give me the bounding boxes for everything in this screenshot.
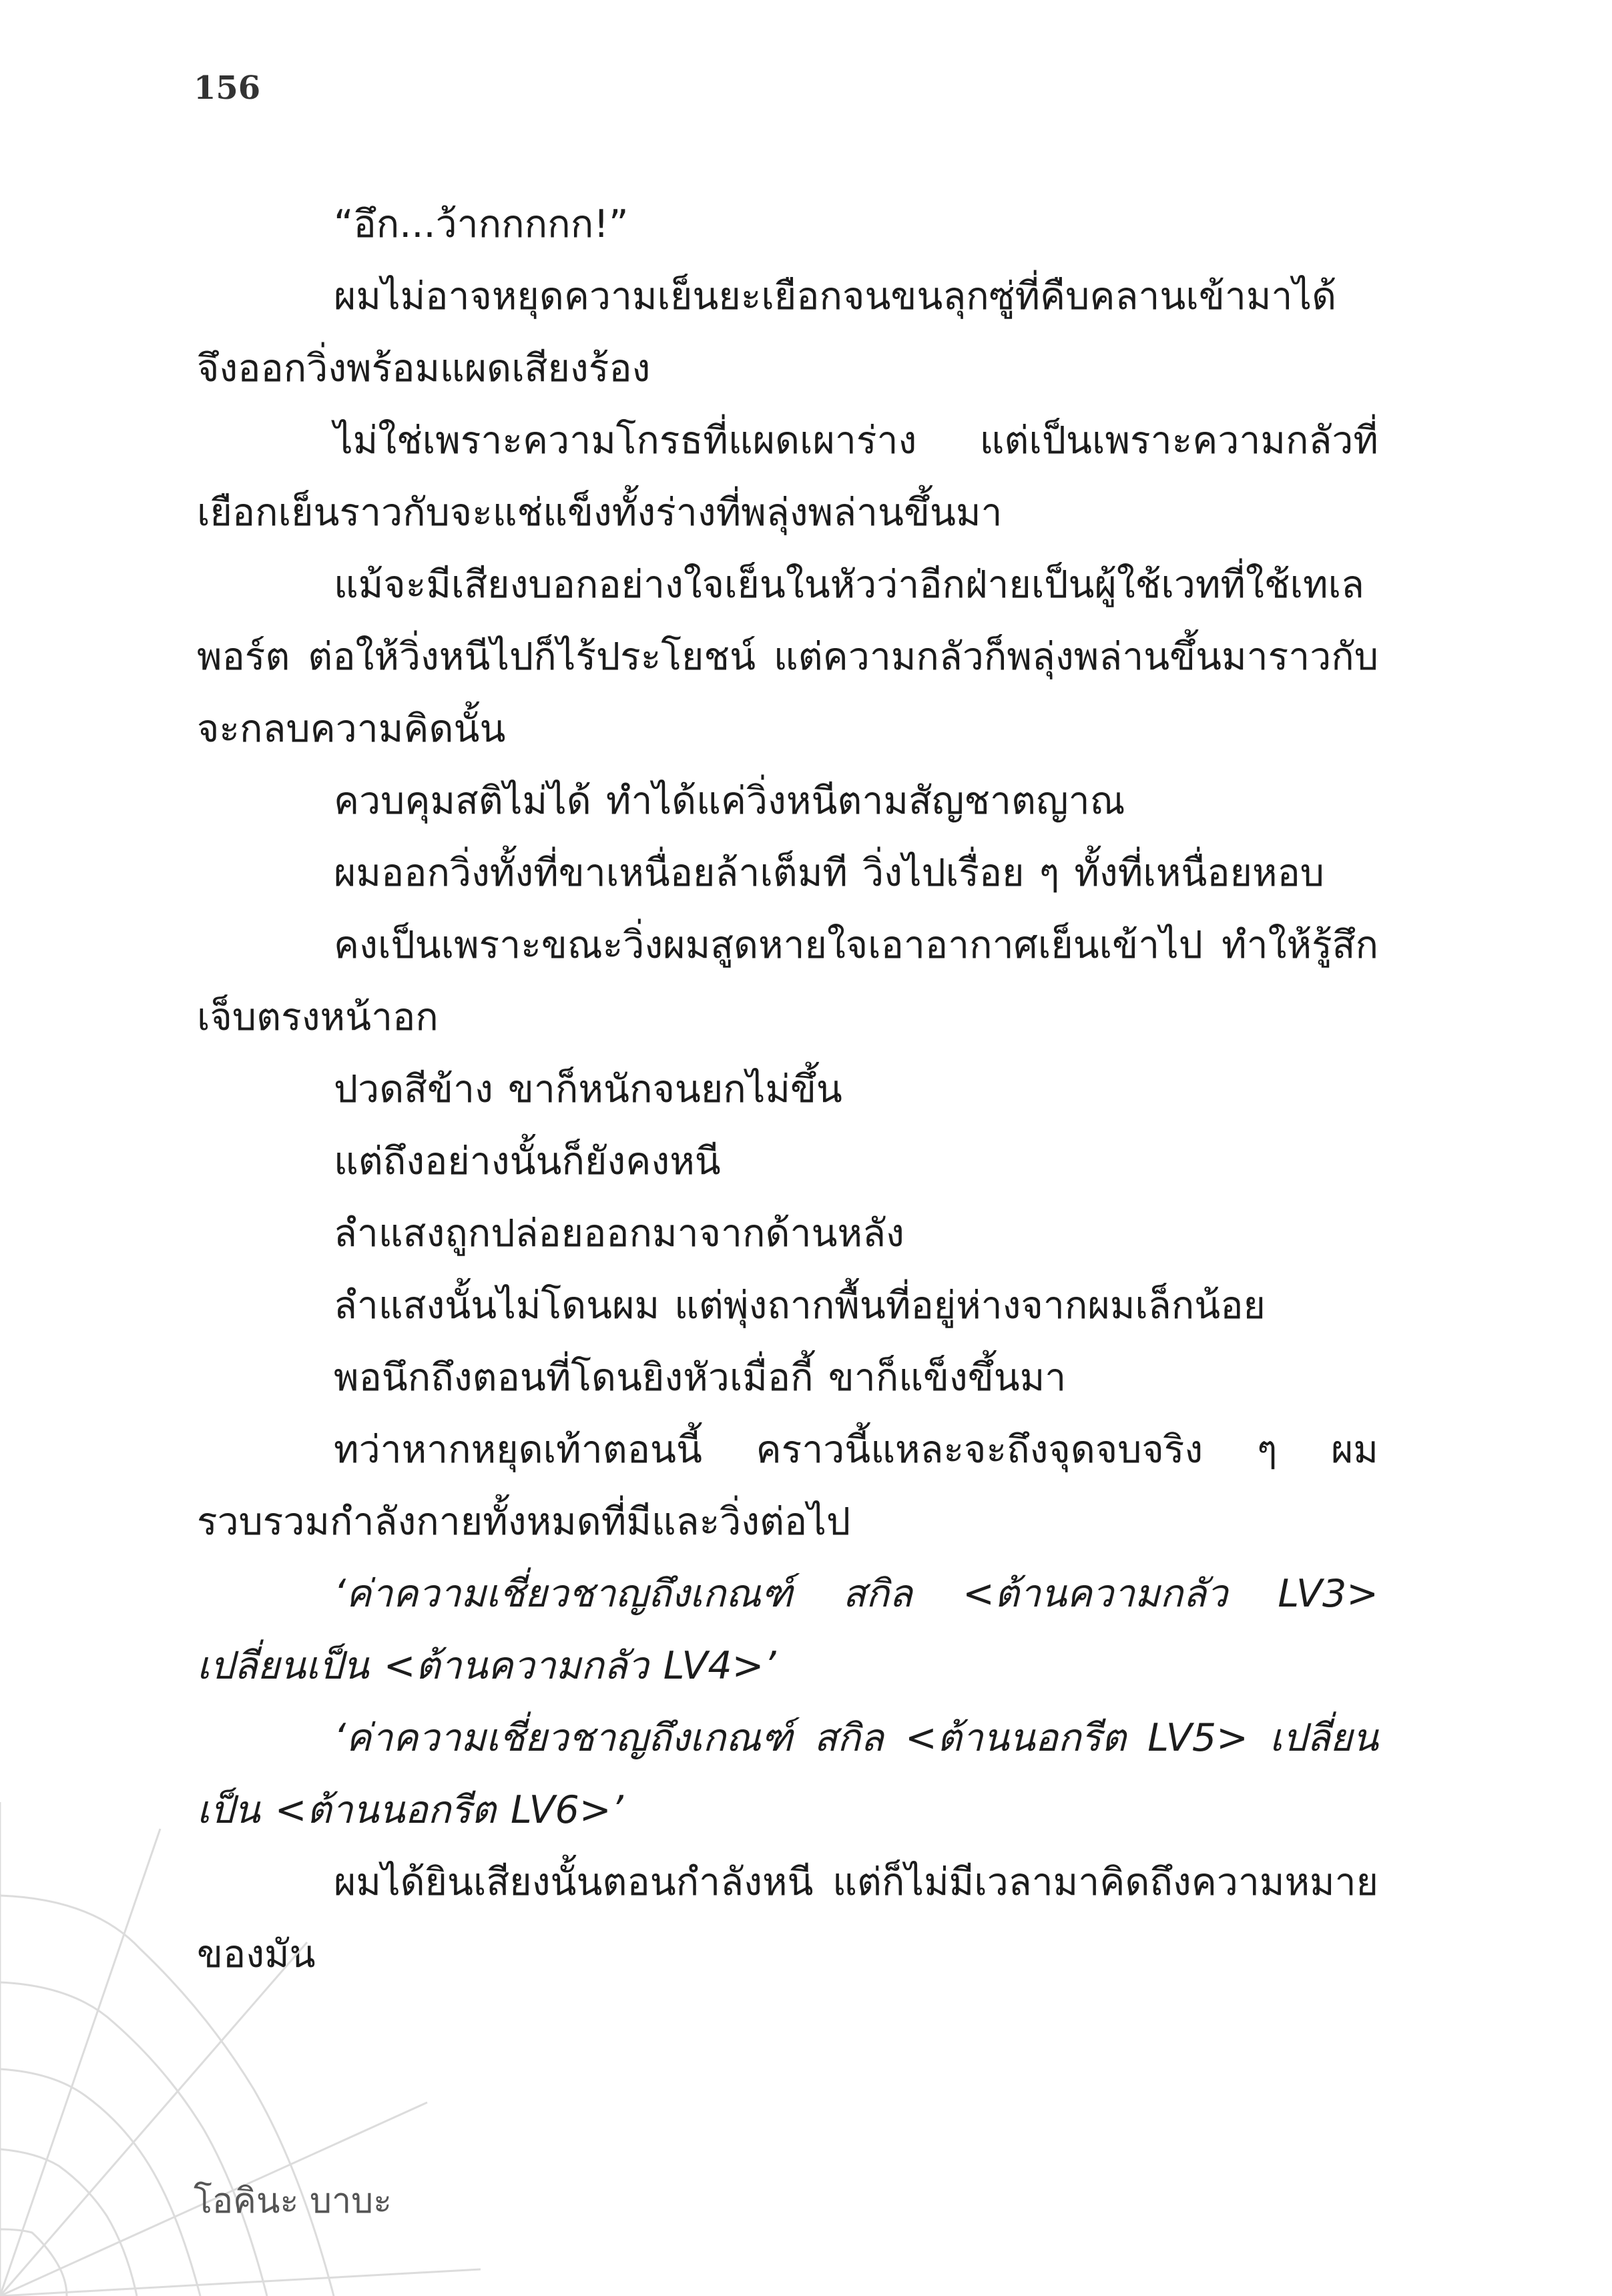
paragraph: คงเป็นเพราะขณะวิ่งผมสูดหายใจเอาอากาศเย็นเข้าไป ทำให้รู้สึกเจ็บตรงหน้าอก	[197, 923, 1378, 1039]
paragraph: ผมไม่อาจหยุดความเย็นยะเยือกจนขนลุกซู่ที่คืบคลานเข้ามาได้ จึงออกวิ่งพร้อมแผดเสียงร้อง	[197, 274, 1337, 390]
paragraph: ผมได้ยินเสียงนั้นตอนกำลังหนี แต่ก็ไม่มีเวลามาคิดถึงความหมายของมัน	[197, 1860, 1378, 1976]
system-message: ‘ค่าความเชี่ยวชาญถึงเกณฑ์ สกิล <ต้านนอกรีต LV5> เปลี่ยนเป็น <ต้านนอกรีต LV6>’	[197, 1716, 1378, 1832]
paragraph: ลำแสงนั้นไม่โดนผม แต่พุ่งถากพื้นที่อยู่ห่างจากผมเล็กน้อย	[334, 1283, 1266, 1328]
paragraph: พอนึกถึงตอนที่โดนยิงหัวเมื่อกี้ ขาก็แข็งขึ้นมา	[334, 1356, 1067, 1400]
paragraph: ปวดสีข้าง ขาก็หนักจนยกไม่ขึ้น	[334, 1067, 842, 1111]
paragraph: แต่ถึงอย่างนั้นก็ยังคงหนี	[334, 1139, 721, 1183]
page-number: 156	[194, 69, 261, 107]
paragraph: “อึก...ว้ากกกกก!”	[334, 202, 629, 246]
paragraph: ควบคุมสติไม่ได้ ทำได้แค่วิ่งหนีตามสัญชาตญาณ	[334, 779, 1125, 823]
book-author-footer: โอคินะ บาบะ	[194, 2181, 392, 2221]
body-text	[197, 188, 1378, 1990]
paragraph: ผมออกวิ่งทั้งที่ขาเหนื่อยล้าเต็มที วิ่งไปเรื่อย ๆ ทั้งที่เหนื่อยหอบ	[334, 851, 1324, 895]
paragraph: ไม่ใช่เพราะความโกรธที่แผดเผาร่าง แต่เป็นเพราะความกลัวที่เยือกเย็นราวกับจะแช่แข็งทั้งร่างที่พลุ่งพล่านขึ้นมา	[197, 418, 1378, 535]
paragraph: ลำแสงถูกปล่อยออกมาจากด้านหลัง	[334, 1211, 904, 1255]
system-message: ‘ค่าความเชี่ยวชาญถึงเกณฑ์ สกิล <ต้านความกลัว LV3> เปลี่ยนเป็น <ต้านความกลัว LV4>’	[197, 1572, 1378, 1688]
paragraph: แม้จะมีเสียงบอกอย่างใจเย็นในหัวว่าอีกฝ่ายเป็นผู้ใช้เวทที่ใช้เทเลพอร์ต ต่อให้วิ่งหนีไปก็ไร้ประโยชน์ แต่ความกลัวก็พลุ่งพล่านขึ้นมาราวกับจะกลบความคิดนั้น	[197, 563, 1378, 751]
paragraph: ทว่าหากหยุดเท้าตอนนี้ คราวนี้แหละจะถึงจุดจบจริง ๆ ผมรวบรวมกำลังกายทั้งหมดที่มีและวิ่งต่อไป	[197, 1428, 1378, 1544]
